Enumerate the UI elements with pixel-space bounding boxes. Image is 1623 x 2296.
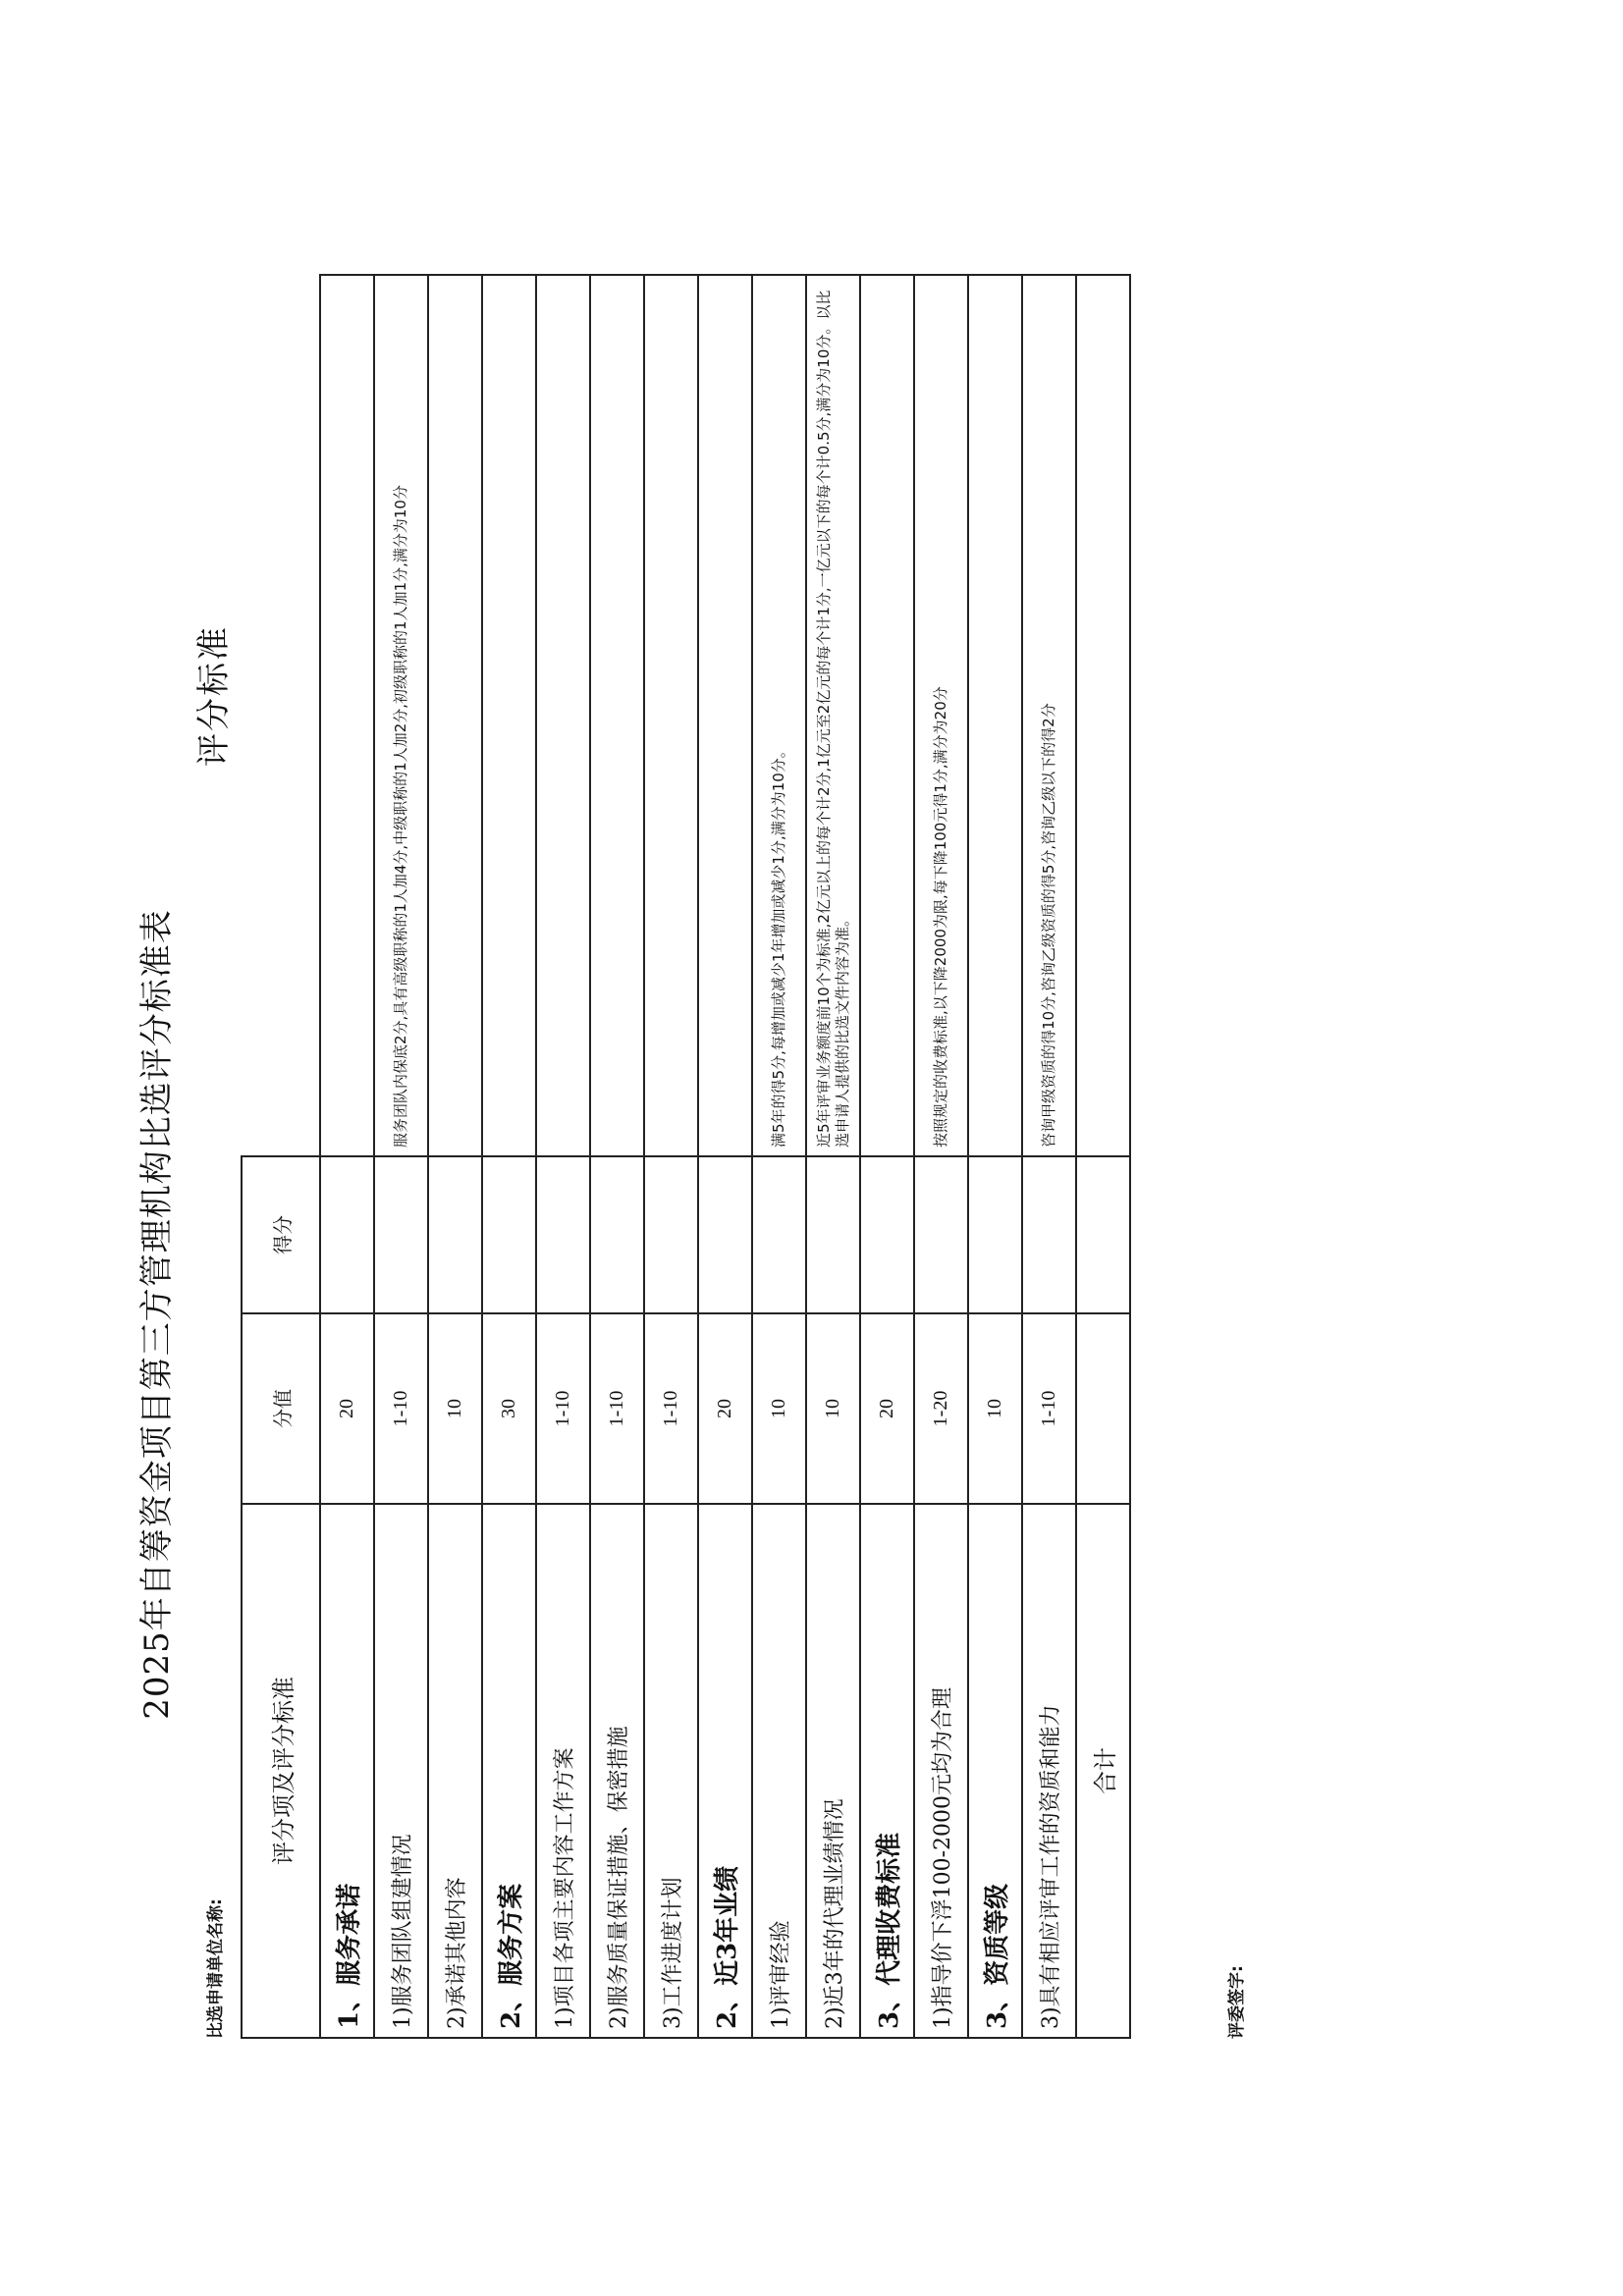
row-item: 1)评审经验: [752, 1504, 806, 2038]
row-got[interactable]: [698, 1156, 752, 1313]
total-got: [1076, 1156, 1130, 1313]
row-got[interactable]: [968, 1156, 1022, 1313]
row-criteria: [644, 275, 698, 1156]
row-got[interactable]: [374, 1156, 428, 1313]
row-score: 10: [806, 1313, 860, 1504]
row-item: 2)承诺其他内容: [428, 1504, 482, 2038]
row-got[interactable]: [428, 1156, 482, 1313]
total-criteria: [1076, 275, 1130, 1156]
table-header-row: [242, 275, 320, 2038]
table-row: [698, 275, 752, 2038]
row-criteria: 咨询甲级资质的得10分,咨询乙级资质的得5分,咨询乙级以下的得2分: [1022, 275, 1076, 1156]
row-item: 2、近3年业绩: [698, 1504, 752, 2038]
row-criteria: [482, 275, 536, 1156]
header-score: 分值: [242, 1313, 320, 1504]
row-got[interactable]: [806, 1156, 860, 1313]
row-criteria: 近5年评审业务额度前10个为标准,2亿元以上的每个计2分,1亿元至2亿元的每个计1分,一亿元以下的每个计0.5分,满分为10分。以比选申请人提供的比选文件内容为准。: [806, 275, 860, 1156]
header-item: 评分项及评分标准: [242, 1504, 320, 2038]
row-score: 10: [968, 1313, 1022, 1504]
row-score: 1-10: [590, 1313, 644, 1504]
row-score: 10: [428, 1313, 482, 1504]
row-score: 30: [482, 1313, 536, 1504]
row-item: 3)工作进度计划: [644, 1504, 698, 2038]
row-item: 3、资质等级: [968, 1504, 1022, 2038]
total-score: [1076, 1313, 1130, 1504]
table-row: [752, 275, 806, 2038]
table-body: [320, 275, 1076, 2038]
table-row: [536, 275, 590, 2038]
row-score: 1-10: [1022, 1313, 1076, 1504]
row-criteria: [428, 275, 482, 1156]
row-score: 10: [752, 1313, 806, 1504]
row-criteria: [968, 275, 1022, 1156]
row-score: 20: [860, 1313, 914, 1504]
table-row: [320, 275, 374, 2038]
header-criteria-blank: [242, 275, 320, 1156]
row-score: 1-20: [914, 1313, 968, 1504]
row-item: 2、服务方案: [482, 1504, 536, 2038]
scoring-table-wrapper: [241, 274, 1131, 2039]
row-score: 1-10: [374, 1313, 428, 1504]
row-score: 1-10: [644, 1313, 698, 1504]
table-row: [1022, 275, 1076, 2038]
row-item: 2)服务质量保证措施、保密措施: [590, 1504, 644, 2038]
row-criteria: 按照规定的收费标准,以下降2000为限,每下降100元得1分,满分为20分: [914, 275, 968, 1156]
row-item: 3、代理收费标准: [860, 1504, 914, 2038]
row-score: 20: [320, 1313, 374, 1504]
row-score: 20: [698, 1313, 752, 1504]
row-got[interactable]: [914, 1156, 968, 1313]
row-criteria: [320, 275, 374, 1156]
judge-signature-label: 评委签字:: [1227, 1965, 1247, 2039]
table-row: [914, 275, 968, 2038]
row-item: 2)近3年的代理业绩情况: [806, 1504, 860, 2038]
table-row: [374, 275, 428, 2038]
table-row: [590, 275, 644, 2038]
total-row: [1076, 275, 1130, 2038]
criteria-section-title: 评分标准: [194, 625, 234, 767]
table-row: [644, 275, 698, 2038]
table-row: [806, 275, 860, 2038]
total-label: 合计: [1076, 1504, 1130, 2038]
row-got[interactable]: [644, 1156, 698, 1313]
row-criteria: 满5年的得5分,每增加或减少1年增加或减少1分,满分为10分。: [752, 275, 806, 1156]
row-got[interactable]: [320, 1156, 374, 1313]
table-row: [482, 275, 536, 2038]
row-score: 1-10: [536, 1313, 590, 1504]
row-criteria: [860, 275, 914, 1156]
row-item: 1、服务承诺: [320, 1504, 374, 2038]
header-got: 得分: [242, 1156, 320, 1313]
row-criteria: [590, 275, 644, 1156]
document-title: 2025年自筹资金项目第三方管理机构比选评分标准表: [137, 909, 177, 1720]
row-item: 1)指导价下浮100-2000元均为合理: [914, 1504, 968, 2038]
table-row: [968, 275, 1022, 2038]
row-item: 3)具有相应评审工作的资质和能力: [1022, 1504, 1076, 2038]
table-row: [860, 275, 914, 2038]
applicant-name-label: 比选申请单位名称:: [206, 1898, 226, 2039]
row-got[interactable]: [482, 1156, 536, 1313]
row-got[interactable]: [536, 1156, 590, 1313]
row-criteria: [698, 275, 752, 1156]
row-item: 1)项目各项主要内容工作方案: [536, 1504, 590, 2038]
row-got[interactable]: [1022, 1156, 1076, 1313]
row-criteria: 服务团队内保底2分,具有高级职称的1人加4分,中级职称的1人加2分,初级职称的1人加1分,满分为10分: [374, 275, 428, 1156]
row-got[interactable]: [590, 1156, 644, 1313]
row-item: 1)服务团队组建情况: [374, 1504, 428, 2038]
row-got[interactable]: [752, 1156, 806, 1313]
table-row: [428, 275, 482, 2038]
row-got[interactable]: [860, 1156, 914, 1313]
row-criteria: [536, 275, 590, 1156]
scoring-table: [241, 274, 1131, 2039]
